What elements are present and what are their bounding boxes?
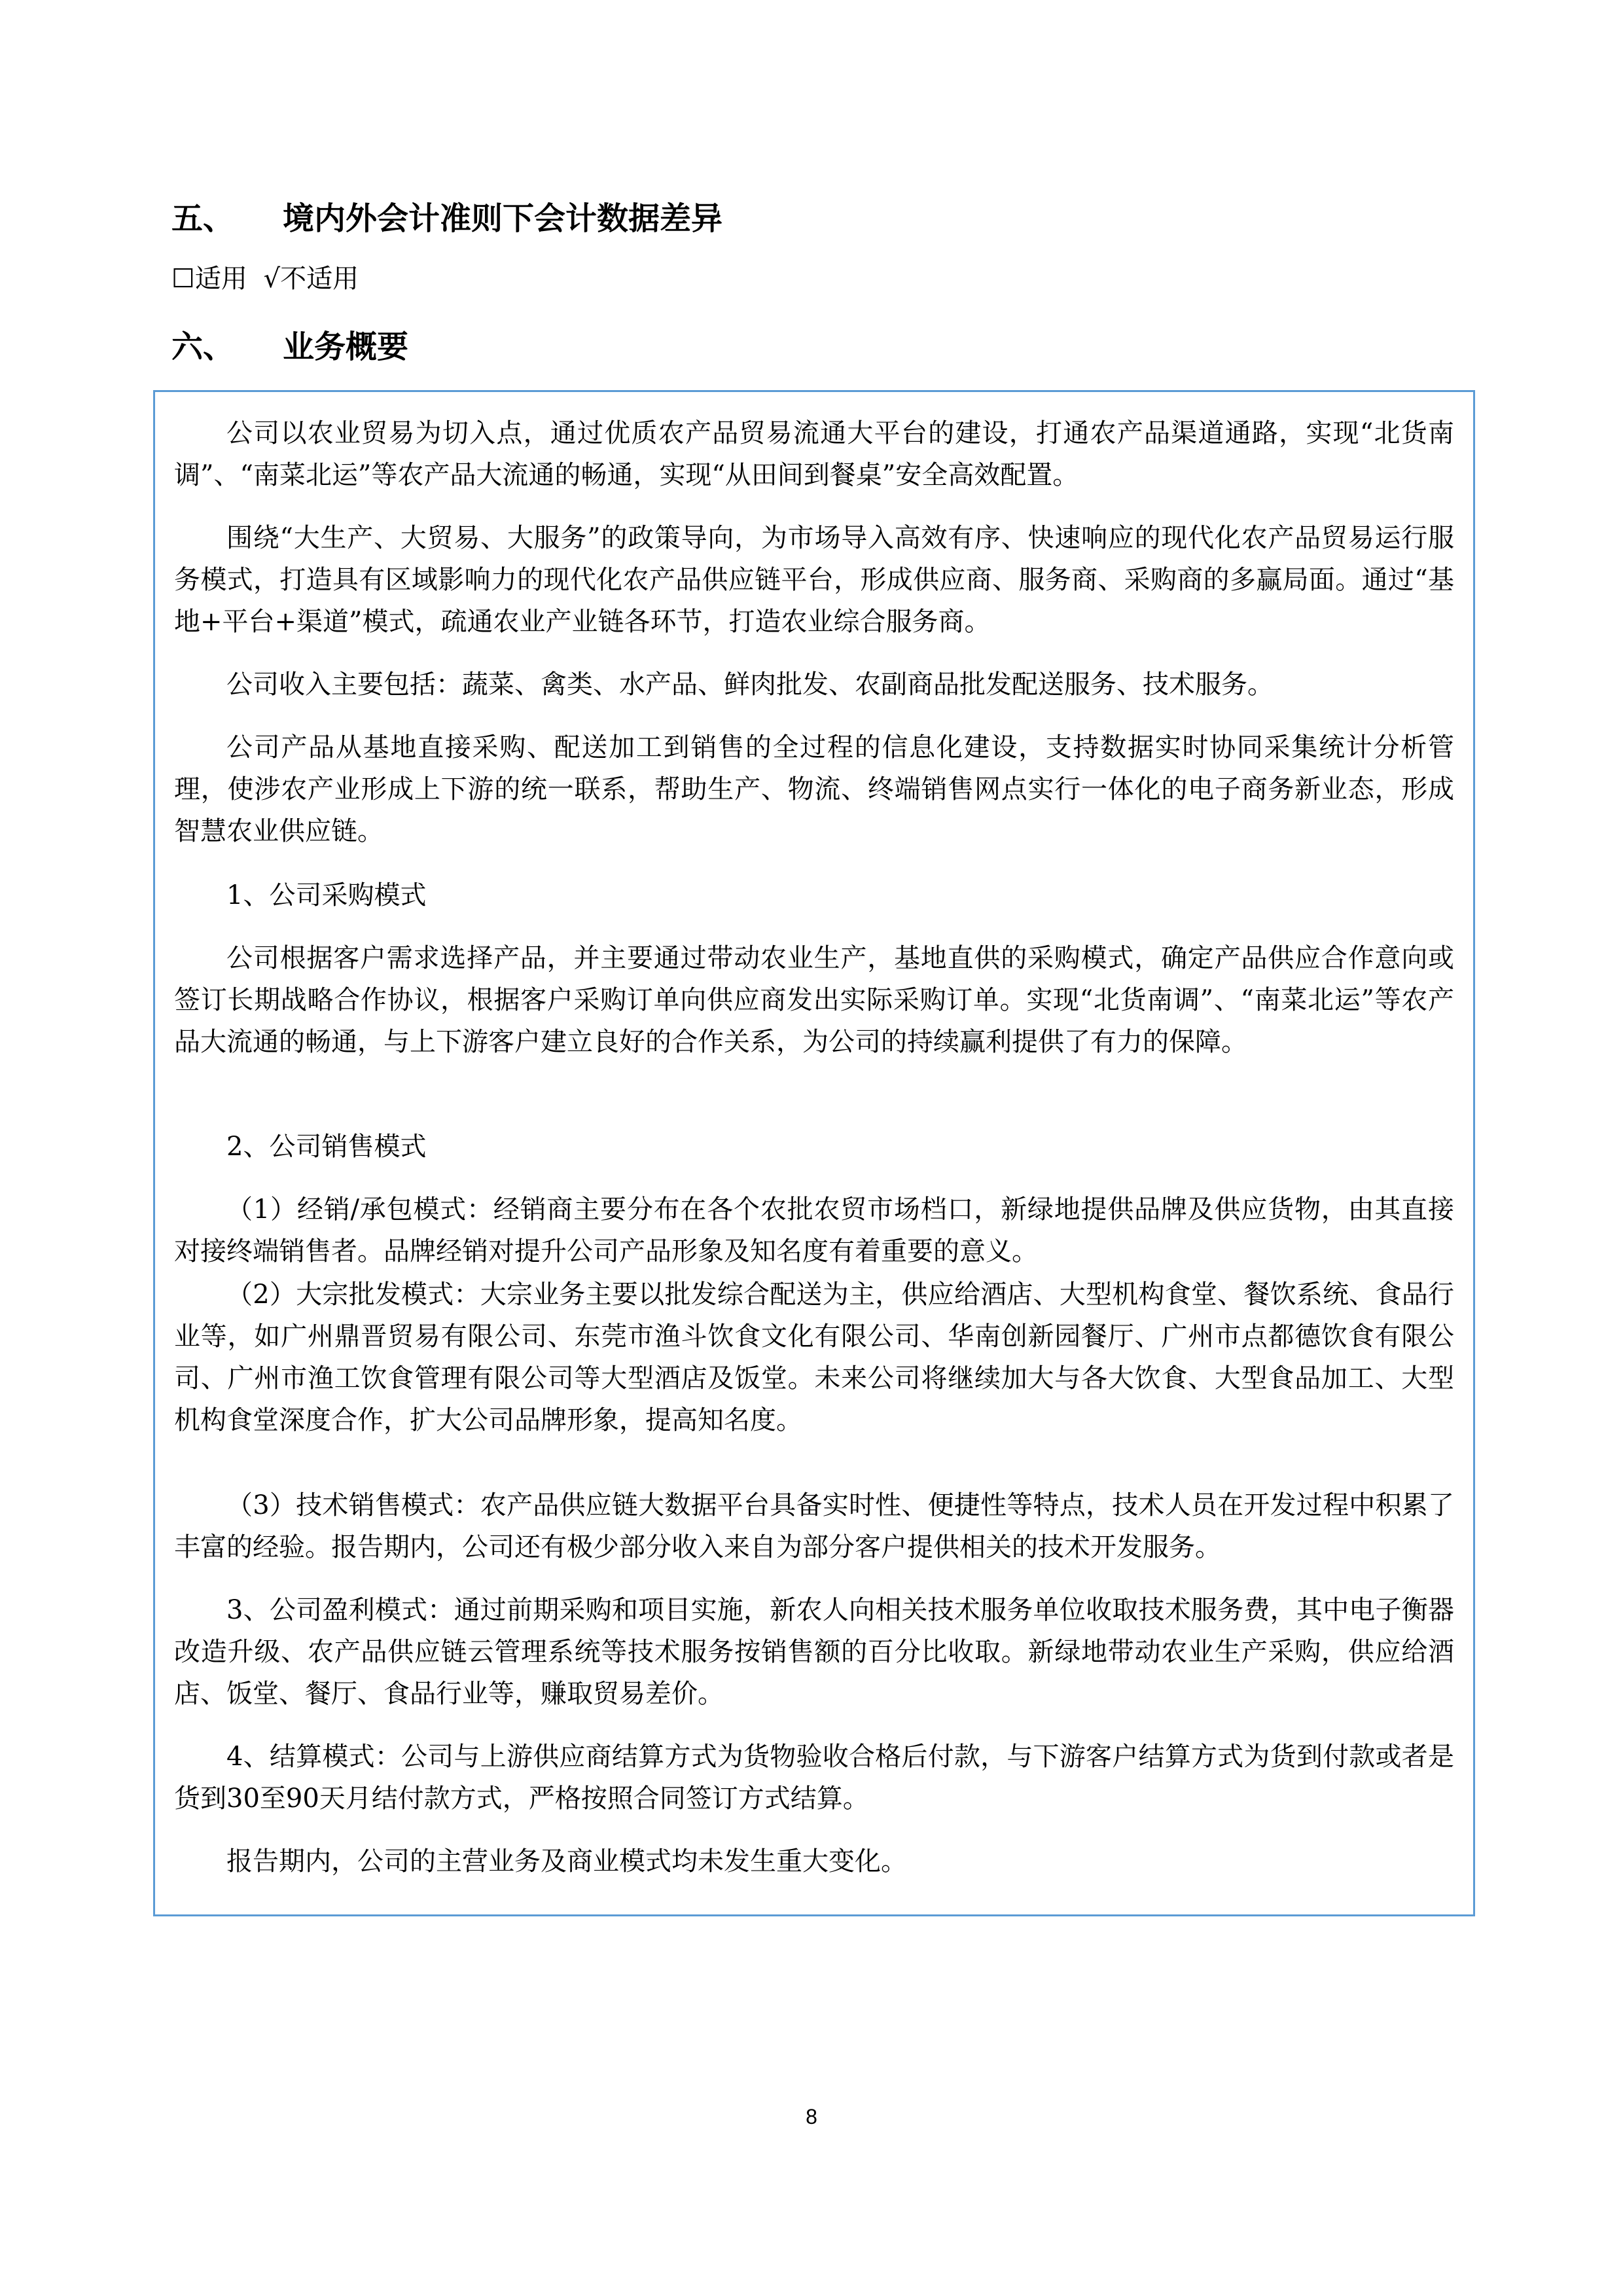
paragraph-procurement <box>174 937 1454 1063</box>
paragraph-profit-model <box>174 1589 1454 1715</box>
paragraph-wholesale-text: （2）大宗批发模式：大宗业务主要以批发综合配送为主，供应给酒店、大型机构食堂、餐饮系统、食品行业等，如广州鼎晋贸易有限公司、东莞市渔斗饮食文化有限公司、华南创新园餐厅、广州市点都德饮食有限公司、广州市渔工饮食管理有限公司等大型酒店及饭堂。未来公司将继续加大与各大饮食、大型食品加工、大型机构食堂深度合作，扩大公司品牌形象，提高知名度。 <box>174 1280 1454 1435</box>
paragraph-settlement-text: 4、结算模式：公司与上游供应商结算方式为货物验收合格后付款，与下游客户结算方式为货到付款或者是货到30至90天月结付款方式，严格按照合同签订方式结算。 <box>174 1742 1454 1814</box>
paragraph-4 <box>174 726 1454 852</box>
paragraph-4-text: 公司产品从基地直接采购、配送加工到销售的全过程的信息化建设，支持数据实时协同采集统计分析管理，使涉农产业形成上下游的统一联系，帮助生产、物流、终端销售网点实行一体化的电子商务新业态，形成智慧农业供应链。 <box>174 732 1454 846</box>
paragraph-tech-sales-text: （3）技术销售模式：农产品供应链大数据平台具备实时性、便捷性等特点，技术人员在开发过程中积累了丰富的经验。报告期内，公司还有极少部分收入来自为部分客户提供相关的技术开发服务。 <box>174 1490 1454 1562</box>
paragraph-1-text: 公司以农业贸易为切入点，通过优质农产品贸易流通大平台的建设，打通农产品渠道通路，实现“北货南调”、“南菜北运”等农产品大流通的畅通，实现“从田间到餐桌”安全高效配置。 <box>174 418 1454 490</box>
paragraph-profit-model-text: 3、公司盈利模式：通过前期采购和项目实施，新农人向相关技术服务单位收取技术服务费，其中电子衡器改造升级、农产品供应链云管理系统等技术服务按销售额的百分比收取。新绿地带动农业生产采购，供应给酒店、饭堂、餐厅、食品行业等，赚取贸易差价。 <box>174 1595 1454 1709</box>
option-applicable: ☐适用 <box>171 264 247 294</box>
paragraph-conclusion-text: 报告期内，公司的主营业务及商业模式均未发生重大变化。 <box>226 1846 907 1876</box>
applicability-options <box>171 260 366 297</box>
paragraph-distribution <box>174 1189 1454 1272</box>
sales-heading-text: 2、公司销售模式 <box>226 1132 427 1162</box>
section-5-number: 五、 <box>171 200 235 237</box>
sales-heading <box>174 1126 1454 1168</box>
paragraph-procurement-text: 公司根据客户需求选择产品，并主要通过带动农业生产，基地直供的采购模式，确定产品供应合作意向或签订长期战略合作协议，根据客户采购订单向供应商发出实际采购订单。实现“北货南调”、“南菜北运”等农产品大流通的畅通，与上下游客户建立良好的合作关系，为公司的持续赢利提供了有力的保障。 <box>174 943 1454 1057</box>
paragraph-distribution-text: （1）经销/承包模式：经销商主要分布在各个农批农贸市场档口，新绿地提供品牌及供应货物，由其直接对接终端销售者。品牌经销对提升公司产品形象及知名度有着重要的意义。 <box>174 1194 1454 1266</box>
paragraph-1 <box>174 412 1454 496</box>
paragraph-wholesale <box>174 1274 1454 1441</box>
paragraph-3 <box>174 664 1454 706</box>
option-not-applicable: √不适用 <box>263 264 359 294</box>
paragraph-tech-sales <box>174 1484 1454 1568</box>
paragraph-2-text: 围绕“大生产、大贸易、大服务”的政策导向，为市场导入高效有序、快速响应的现代化农产品贸易运行服务模式，打造具有区域影响力的现代化农产品供应链平台，形成供应商、服务商、采购商的多赢局面。通过“基地+平台+渠道”模式，疏通农业产业链各环节，打造农业综合服务商。 <box>174 523 1454 637</box>
paragraph-conclusion <box>174 1840 1454 1882</box>
section-5-heading <box>171 200 722 237</box>
paragraph-2 <box>174 517 1454 643</box>
page-number: 8 <box>806 2105 817 2128</box>
procurement-heading-text: 1、公司采购模式 <box>226 880 427 910</box>
section-6-title: 业务概要 <box>283 329 409 365</box>
paragraph-settlement <box>174 1736 1454 1820</box>
paragraph-3-text: 公司收入主要包括：蔬菜、禽类、水产品、鲜肉批发、农副商品批发配送服务、技术服务。 <box>226 670 1274 700</box>
procurement-heading <box>174 874 1454 916</box>
section-6-heading <box>171 329 408 365</box>
section-6-number: 六、 <box>171 329 235 365</box>
section-5-title: 境内外会计准则下会计数据差异 <box>283 200 723 237</box>
